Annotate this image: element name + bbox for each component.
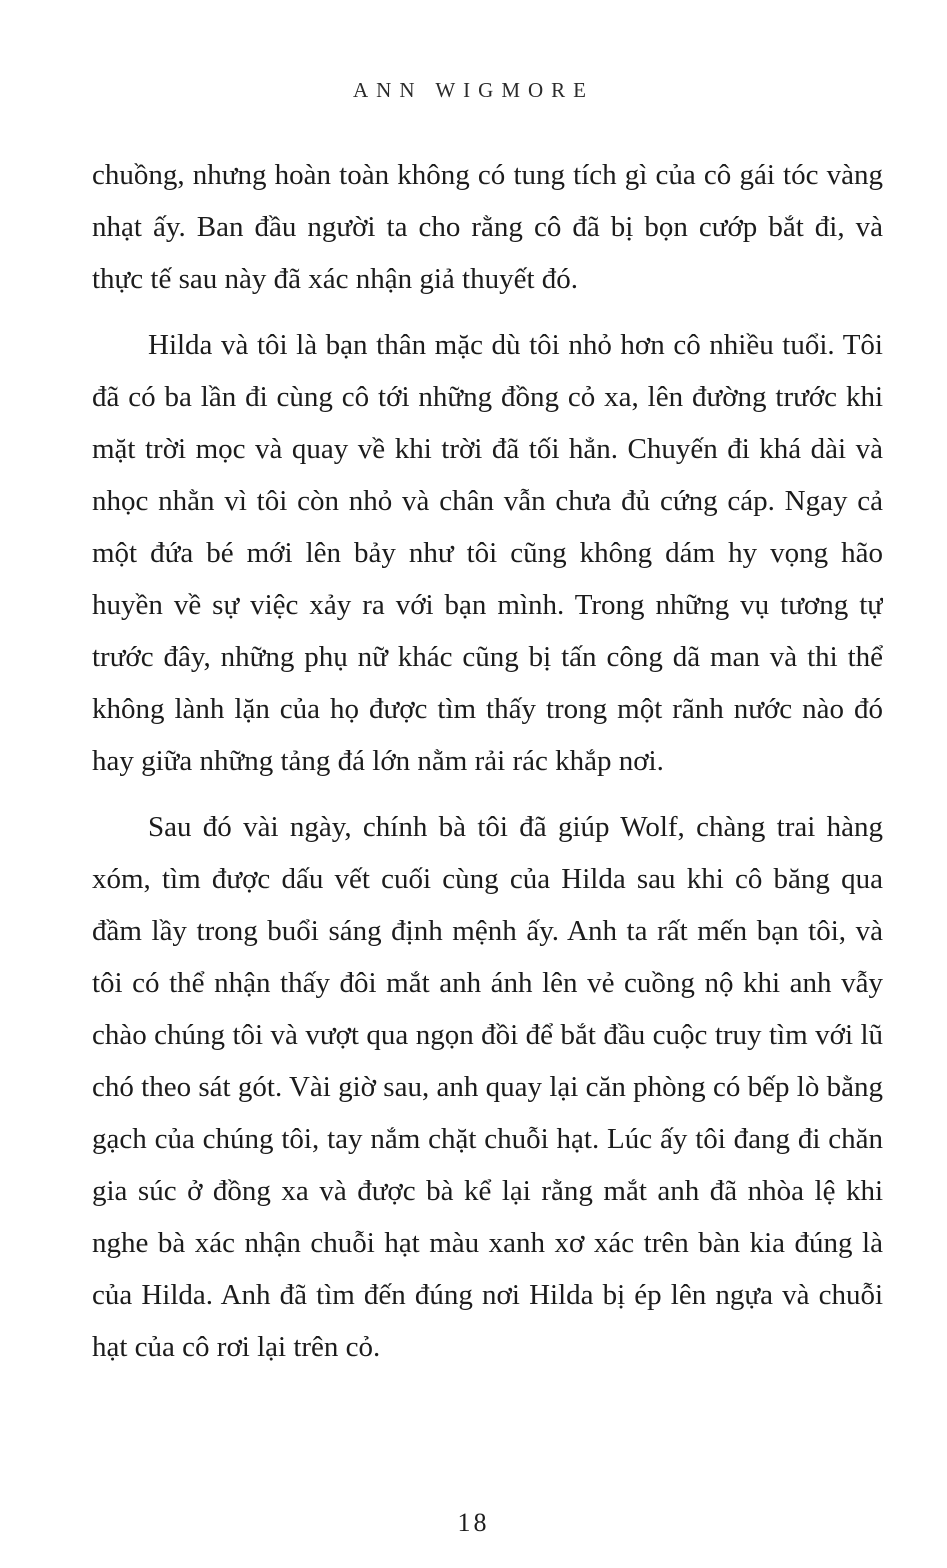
paragraph: chuồng, nhưng hoàn toàn không có tung tích gì của cô gái tóc vàng nhạt ấy. Ban đầu người ta cho rằng cô đã bị bọn cướp bắt đi, và thực tế sau này đã xác nhận giả thuyết đó. — [92, 159, 883, 295]
paragraph: Sau đó vài ngày, chính bà tôi đã giúp Wolf, chàng trai hàng xóm, tìm được dấu vết cuối cùng của Hilda sau khi cô băng qua đầm lầy trong buổi sáng định mệnh ấy. Anh ta rất mến bạn tôi, và tôi có thể nhận thấy đôi mắt anh ánh lên vẻ cuồng nộ khi anh vẫy chào chúng tôi và vượt qua ngọn đồi để bắt đầu cuộc truy tìm với lũ chó theo sát gót. Vài giờ sau, anh quay lại căn phòng có bếp lò bằng gạch của chúng tôi, tay nắm chặt chuỗi hạt. Lúc ấy tôi đang đi chăn gia súc ở đồng xa và được bà kể lại rằng mắt anh đã nhòa lệ khi nghe bà xác nhận chuỗi hạt màu xanh xơ xác trên bàn kia đúng là của Hilda. Anh đã tìm đến đúng nơi Hilda bị ép lên ngựa và chuỗi hạt của cô rơi lại trên cỏ. — [92, 811, 883, 1363]
page-number: 18 — [457, 1508, 490, 1537]
running-header: ANN WIGMORE — [352, 78, 595, 102]
page-content — [92, 149, 883, 1508]
paragraph: Hilda và tôi là bạn thân mặc dù tôi nhỏ hơn cô nhiều tuổi. Tôi đã có ba lần đi cùng cô tới những đồng cỏ xa, lên đường trước khi mặt trời mọc và quay về khi trời đã tối hẳn. Chuyến đi khá dài và nhọc nhằn vì tôi còn nhỏ và chân vẫn chưa đủ cứng cáp. Ngay cả một đứa bé mới lên bảy như tôi cũng không dám hy vọng hão huyền về sự việc xảy ra với bạn mình. Trong những vụ tương tự trước đây, những phụ nữ khác cũng bị tấn công dã man và thi thể không lành lặn của họ được tìm thấy trong một rãnh nước nào đó hay giữa những tảng đá lớn nằm rải rác khắp nơi. — [92, 329, 883, 777]
